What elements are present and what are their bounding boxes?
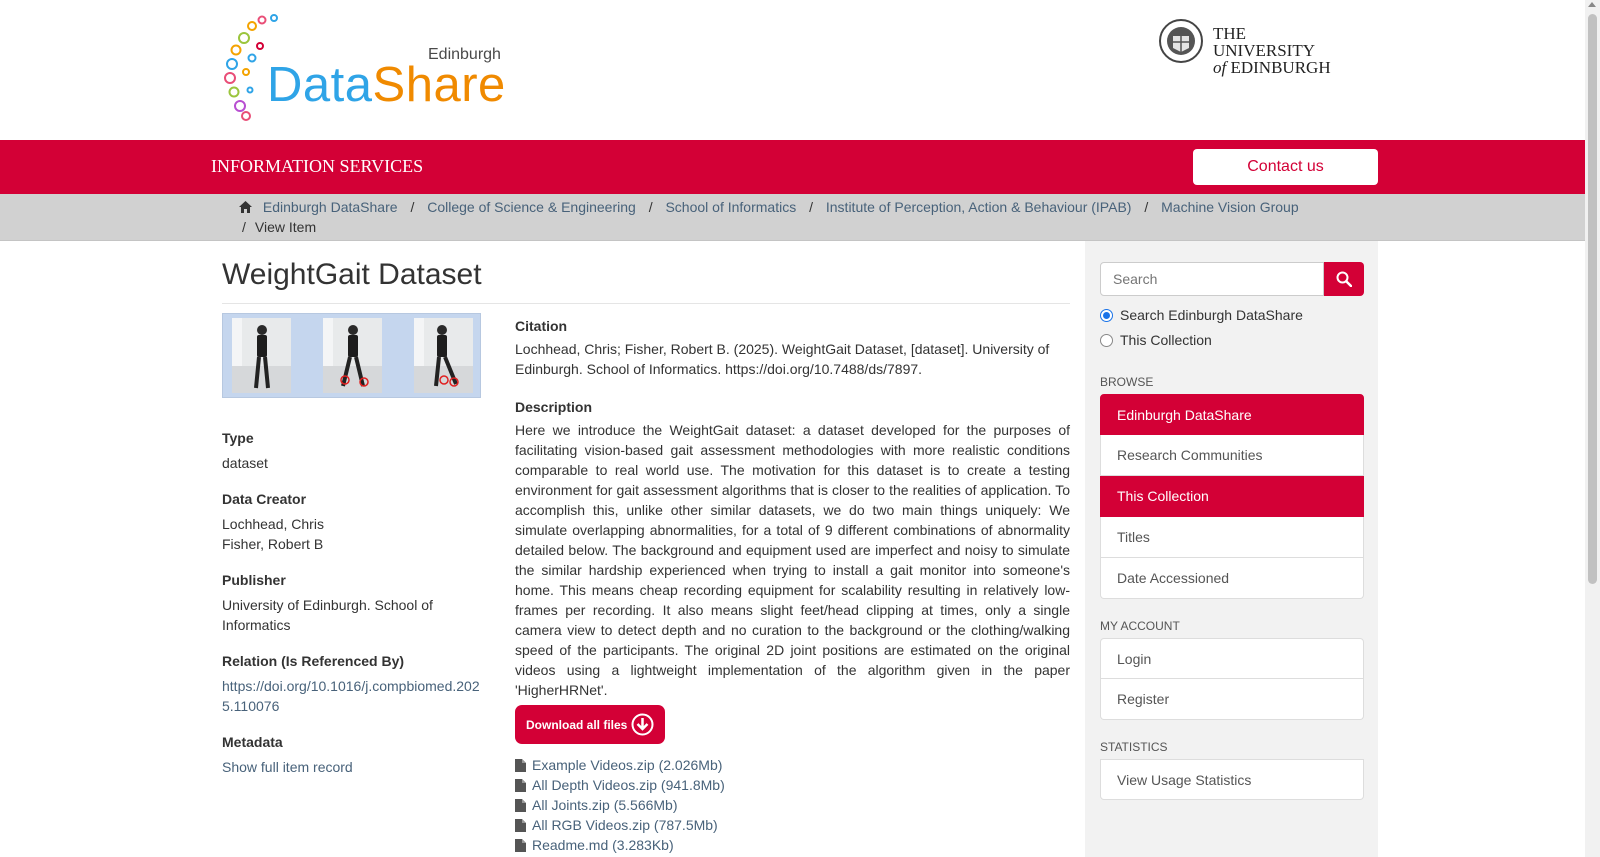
browse-item-collection[interactable]: This Collection <box>1100 476 1364 517</box>
item-thumbnail[interactable] <box>222 313 481 398</box>
file-link[interactable]: Example Videos.zip (2.026Mb) <box>532 757 723 773</box>
statistics-list <box>1100 759 1364 800</box>
search-scope-collection-label: This Collection <box>1120 332 1212 348</box>
breadcrumb-separator: / <box>242 219 246 235</box>
type-label: Type <box>222 430 254 446</box>
search-scope-all-label: Search Edinburgh DataShare <box>1120 307 1303 323</box>
university-edinburgh: EDINBURGH <box>1230 58 1331 77</box>
university-logo[interactable] <box>1158 16 1348 77</box>
browse-item-titles[interactable]: Titles <box>1100 517 1364 558</box>
breadcrumb-group[interactable]: Machine Vision Group <box>1161 199 1299 215</box>
information-services-title[interactable]: INFORMATION SERVICES <box>211 156 424 176</box>
file-link[interactable]: All RGB Videos.zip (787.5Mb) <box>532 817 718 833</box>
creator-value: Fisher, Robert B <box>222 536 324 552</box>
login-link[interactable]: Login <box>1100 638 1364 679</box>
radio-selected-icon[interactable] <box>1100 309 1113 322</box>
browse-item-date-accessioned[interactable]: Date Accessioned <box>1100 558 1364 599</box>
scroll-up-arrow-icon[interactable] <box>1588 2 1596 7</box>
item-main-column <box>515 318 1070 700</box>
relation-label: Relation (Is Referenced By) <box>222 653 405 669</box>
metadata-label: Metadata <box>222 734 283 750</box>
datashare-logo[interactable] <box>222 14 506 124</box>
university-name <box>1213 25 1348 76</box>
download-all-button[interactable] <box>515 705 665 744</box>
breadcrumb-separator: / <box>809 199 813 215</box>
breadcrumb-separator: / <box>648 199 653 215</box>
thumbnail-frame <box>414 318 473 393</box>
contact-us-button[interactable]: Contact us <box>1193 149 1378 185</box>
breadcrumb-institute[interactable]: Institute of Perception, Action & Behaviour (IPAB) <box>825 199 1132 215</box>
breadcrumb-current: View Item <box>254 219 317 235</box>
breadcrumb <box>0 194 1585 241</box>
file-icon <box>515 799 526 812</box>
citation-label: Citation <box>515 318 568 334</box>
university-crest-icon <box>1158 18 1204 64</box>
walking-person-image <box>414 318 473 393</box>
site-header <box>0 0 1585 140</box>
search-icon <box>1336 271 1352 287</box>
title-divider <box>222 303 1070 304</box>
view-usage-statistics-link[interactable]: View Usage Statistics <box>1100 759 1364 800</box>
browse-heading: BROWSE <box>1100 375 1154 389</box>
breadcrumb-current-row <box>242 219 316 235</box>
browse-item-communities[interactable]: Research Communities <box>1100 435 1364 476</box>
breadcrumb-separator: / <box>410 199 415 215</box>
account-list <box>1100 638 1364 720</box>
file-item <box>515 815 725 835</box>
file-item <box>515 795 725 815</box>
relation-field <box>222 653 484 716</box>
file-link[interactable]: All Depth Videos.zip (941.8Mb) <box>532 777 725 793</box>
type-value: dataset <box>222 455 268 471</box>
browse-list <box>1100 394 1364 599</box>
search-button[interactable] <box>1324 262 1364 296</box>
my-account-heading: MY ACCOUNT <box>1100 619 1180 633</box>
show-full-record-link[interactable]: Show full item record <box>222 759 353 775</box>
description-label: Description <box>515 399 593 415</box>
download-all-label: Download all files <box>526 718 628 732</box>
creator-label: Data Creator <box>222 491 307 507</box>
thumbnail-frame <box>232 318 291 393</box>
file-item <box>515 835 725 855</box>
walking-person-image <box>232 318 291 393</box>
item-fields <box>222 430 484 795</box>
file-icon <box>515 819 526 832</box>
metadata-field <box>222 734 484 777</box>
search-input[interactable] <box>1100 262 1324 296</box>
search-scope-all[interactable] <box>1100 307 1303 323</box>
relation-link[interactable]: https://doi.org/10.1016/j.compbiomed.2025.110076 <box>222 678 480 714</box>
file-item <box>515 755 725 775</box>
top-navbar <box>0 140 1585 194</box>
file-icon <box>515 839 526 852</box>
breadcrumb-separator: / <box>1144 199 1149 215</box>
description-text: Here we introduce the WeightGait dataset: a dataset developed for the purposes of facilitating vision-based gait assessment methodologies with more realistic conditions comparable to real world use. The motivation for this dataset is to create a testing environment for gait assessment algorithms that is closer to the realities of application. To accomplish this, unlike other similar datasets, we do two main things uniquely: We simulate overlapping abnormalities, for a total of 9 different combinations of abnormality detailed below. The background and equipment used are imperfect and noisy to simulate the similar hardship experienced when trying to install a gait monitor into someone's home. This means cheap recording equipment for scalability resulting in relatively low-frames per recording. It also means slight feet/head clipping at times, only a single camera view to detect depth and no curation to the background or the clothing/walking speed of the participants. The original 2D joint positions are estimated on the original videos using a lightweight implementation of the algorithm given in the paper 'HigherHRNet'. <box>515 422 1070 698</box>
page-title: WeightGait Dataset <box>222 258 482 291</box>
scrollbar-thumb[interactable] <box>1588 14 1597 584</box>
citation-text: Lochhead, Chris; Fisher, Robert B. (2025). WeightGait Dataset, [dataset]. University of Edinburgh. School of Informatics. https://doi.org/10.7488/ds/7897. <box>515 341 1050 377</box>
type-field <box>222 430 484 473</box>
breadcrumb-college[interactable]: College of Science & Engineering <box>427 199 636 215</box>
publisher-label: Publisher <box>222 572 286 588</box>
breadcrumb-school[interactable]: School of Informatics <box>665 199 797 215</box>
logo-datashare-text: DataShare <box>267 58 506 112</box>
file-link[interactable]: Readme.md (3.283Kb) <box>532 837 674 853</box>
breadcrumb-datashare[interactable]: Edinburgh DataShare <box>262 199 398 215</box>
download-arrow-icon <box>631 713 654 736</box>
radio-unselected-icon[interactable] <box>1100 334 1113 347</box>
browse-item-datashare[interactable]: Edinburgh DataShare <box>1100 394 1364 435</box>
walking-person-image <box>323 318 382 393</box>
file-list <box>515 755 725 855</box>
file-item <box>515 775 725 795</box>
university-of: of <box>1213 58 1227 77</box>
file-link[interactable]: All Joints.zip (5.566Mb) <box>532 797 678 813</box>
home-icon[interactable] <box>238 200 253 214</box>
publisher-value: University of Edinburgh. School of Informatics <box>222 597 433 633</box>
register-link[interactable]: Register <box>1100 679 1364 720</box>
creator-field <box>222 491 484 554</box>
search-scope-collection[interactable] <box>1100 332 1212 348</box>
statistics-heading: STATISTICS <box>1100 740 1168 754</box>
publisher-field <box>222 572 484 635</box>
university-line1: THE UNIVERSITY <box>1213 24 1315 60</box>
file-icon <box>515 779 526 792</box>
page-scrollbar[interactable] <box>1585 0 1600 857</box>
breadcrumb-row <box>238 199 1299 215</box>
file-icon <box>515 759 526 772</box>
logo-edinburgh-text: Edinburgh <box>428 46 501 63</box>
sidebar <box>1085 241 1378 857</box>
thumbnail-frame <box>323 318 382 393</box>
creator-value: Lochhead, Chris <box>222 516 324 532</box>
